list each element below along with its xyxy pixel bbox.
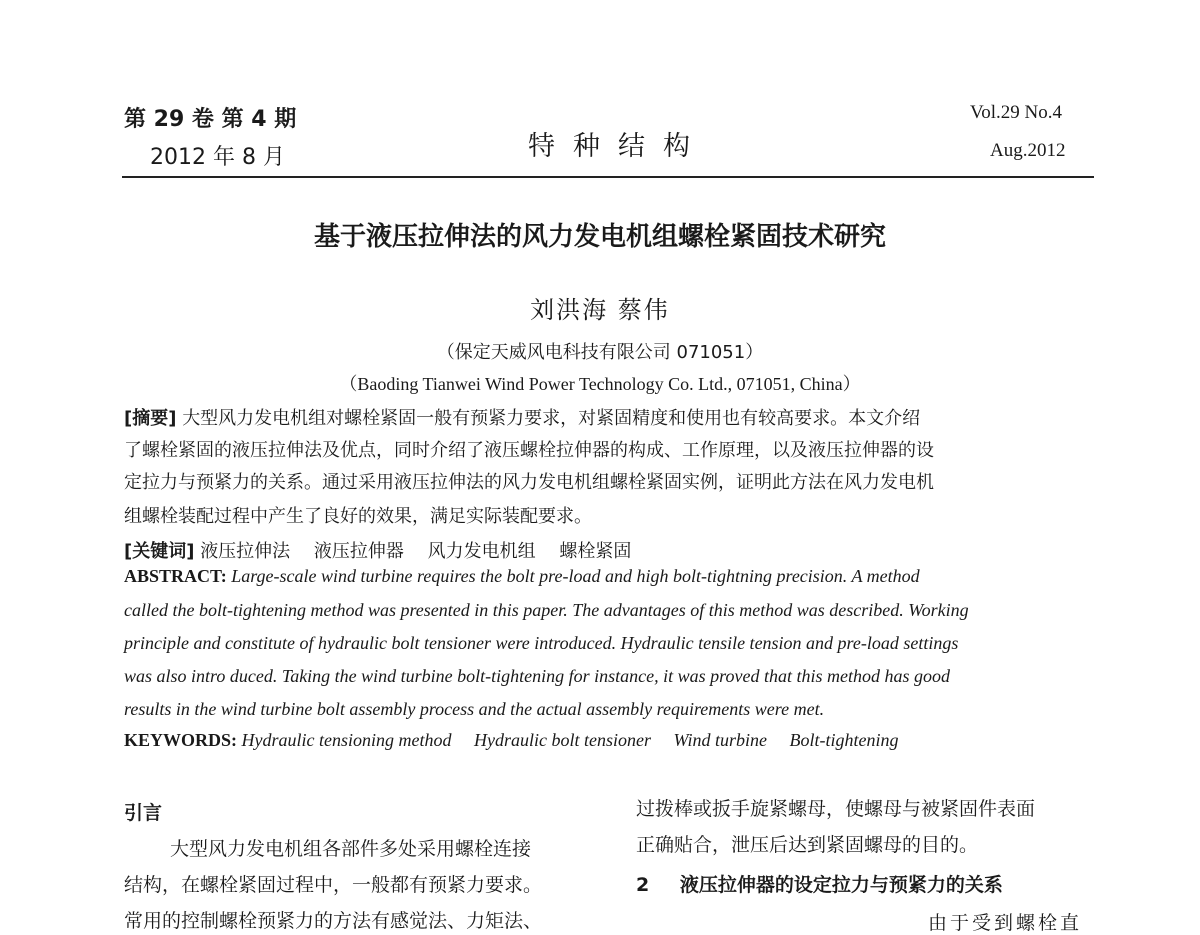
body-line: 常用的控制螺栓预紧力的方法有感觉法、力矩法、 [124,910,543,932]
keyword-cn: 螺栓紧固 [559,541,632,562]
abstract-cn-line [124,404,1094,430]
keywords-cn [124,537,1094,563]
body-line: 过拨棒或扳手旋紧螺母，使螺母与被紧固件表面 [636,798,1036,820]
section-title: 液压拉伸器的设定拉力与预紧力的关系 [679,874,1003,896]
affiliation-en: （Baoding Tianwei Wind Power Technology Co. Ltd., 071051, China） [339,374,861,394]
abstract-en-text: Large-scale wind turbine requires the bolt pre-load and high bolt-tightning precision. A method [231,566,920,586]
section-number: 2 [636,874,650,896]
keywords-en-label: KEYWORDS: [124,730,238,750]
abstract-en-line: was also intro duced. Taking the wind turbine bolt-tightening for instance, it was proved that this method has good [124,666,950,686]
body-line: 正确贴合，泄压后达到紧固螺母的目的。 [636,834,979,856]
keyword-cn: 液压拉伸法 [200,541,291,562]
abstract-en-line: principle and constitute of hydraulic bolt tensioner were introduced. Hydraulic tensile tension and pre-load settings [124,633,959,653]
keyword-cn: 风力发电机组 [427,541,536,562]
keyword-en: Hydraulic tensioning method [241,730,452,750]
abstract-en-line: called the bolt-tightening method was presented in this paper. The advantages of this method was described. Working [124,600,969,620]
abstract-en-line [124,566,1094,587]
paper-title: 基于液压拉伸法的风力发电机组螺栓紧固技术研究 [313,222,886,252]
authors: 刘洪海 蔡伟 [530,296,670,324]
abstract-cn-text: 大型风力发电机组对螺栓紧固一般有预紧力要求，对紧固精度和使用也有较高要求。本文介绍 [182,408,921,429]
keyword-cn: 液压拉伸器 [313,541,404,562]
volume-issue-cn: 第 29 卷 第 4 期 [124,107,297,132]
keyword-en: Wind turbine [673,730,767,750]
date-cn: 2012 年 8 月 [150,145,285,170]
abstract-cn-label: [摘要] [124,408,177,429]
abstract-cn-line: 组螺栓装配过程中产生了良好的效果，满足实际装配要求。 [124,506,592,527]
keywords-en [124,730,916,751]
keyword-en: Hydraulic bolt tensioner [474,730,651,750]
abstract-en-label: ABSTRACT: [124,566,227,586]
section-heading-intro: 引言 [124,802,163,824]
abstract-cn-line: 定拉力与预紧力的关系。通过采用液压拉伸法的风力发电机组螺栓紧固实例，证明此方法在风力发电机 [124,472,934,493]
abstract-cn-line: 了螺栓紧固的液压拉伸法及优点，同时介绍了液压螺栓拉伸器的构成、工作原理，以及液压拉伸器的设 [124,440,934,461]
section-heading-2 [636,870,1003,897]
volume-issue-en: Vol.29 No.4 [970,102,1063,123]
keyword-en: Bolt-tightening [789,730,899,750]
body-line: 大型风力发电机组各部件多处采用螺栓连接 [170,838,532,860]
date-en: Aug.2012 [990,140,1066,161]
abstract-en-line: results in the wind turbine bolt assembly process and the actual assembly requirements were met. [124,699,825,719]
body-line: 由于受到螺栓直 [928,912,1083,934]
journal-name: 特种结构 [528,131,708,162]
header-rule [122,176,1094,178]
affiliation-cn: （保定天威风电科技有限公司 071051） [436,342,764,363]
keywords-cn-label: [关键词] [124,541,195,562]
body-line: 结构，在螺栓紧固过程中，一般都有预紧力要求。 [124,874,543,896]
